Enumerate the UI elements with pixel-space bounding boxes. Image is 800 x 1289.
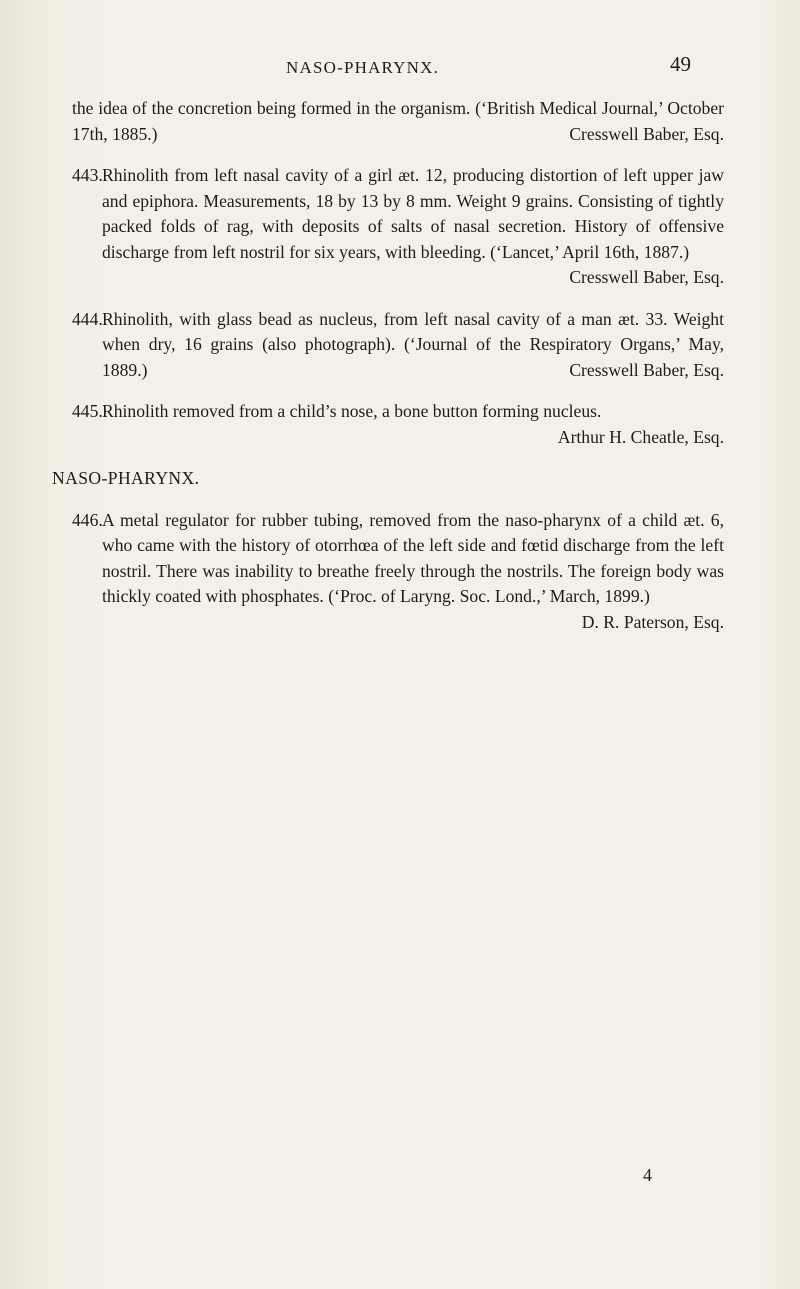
- entry-text: Rhinolith from left nasal cavity of a girl æt. 12, producing distortion of left upper jaw and epiphora. Measurements, 18 by 13 by 8 mm. Weight 9 grains. Consisting of tightly packed folds of rag, with deposits of salts of nasal secretion. History of offensive discharge from left nostril for six years, with bleeding. (‘Lancet,’ April 16th, 1887.): [102, 165, 724, 262]
- entry-text: A metal regulator for rubber tubing, removed from the naso-pharynx of a child æt. 6, who came with the history of otorrhœa of the left side and fœtid discharge from the left nostril. There was inability to breathe freely through the nostrils. The foreign body was thickly coated with phosphates. (‘Proc. of Laryng. Soc. Lond.,’ March, 1899.): [102, 509, 724, 606]
- page-content: [52, 96, 724, 651]
- running-head: NASO-PHARYNX.: [286, 58, 440, 77]
- entry-text: Rhinolith removed from a child’s nose, a bone button forming nucleus.: [102, 401, 602, 421]
- entry-number: 444.: [72, 308, 103, 329]
- entry-attribution: D. R. Paterson, Esq.: [581, 611, 724, 632]
- page-header: [0, 52, 800, 82]
- entry-number: 446.: [72, 509, 103, 530]
- signature-mark: 4: [643, 1165, 652, 1185]
- entry-attribution: Arthur H. Cheatle, Esq.: [557, 426, 724, 447]
- entry-444: [72, 307, 724, 384]
- entry-446: [72, 508, 724, 636]
- entry-445: [72, 399, 724, 450]
- intro-paragraph: [72, 96, 724, 147]
- entry-number: 443.: [72, 165, 103, 185]
- entry-text: Rhinolith, with glass bead as nucleus, from left nasal cavity of a man æt. 33. Weight when dry, 16 grains (also photograph). (‘Journal of the Respiratory Organs,’ May, 1889.): [102, 308, 724, 380]
- entry-443: [72, 163, 724, 291]
- entry-attribution: Cresswell Baber, Esq.: [569, 359, 724, 380]
- intro-text: the idea of the concretion being formed in the organism. (‘British Medical Journal,’ October 17th, 1885.): [72, 98, 724, 144]
- page-number: 49: [670, 52, 691, 76]
- entry-attribution: Cresswell Baber, Esq.: [569, 267, 724, 287]
- section-heading: NASO-PHARYNX.: [52, 468, 200, 488]
- entry-number: 445.: [72, 401, 103, 421]
- intro-attribution: Cresswell Baber, Esq.: [569, 123, 724, 144]
